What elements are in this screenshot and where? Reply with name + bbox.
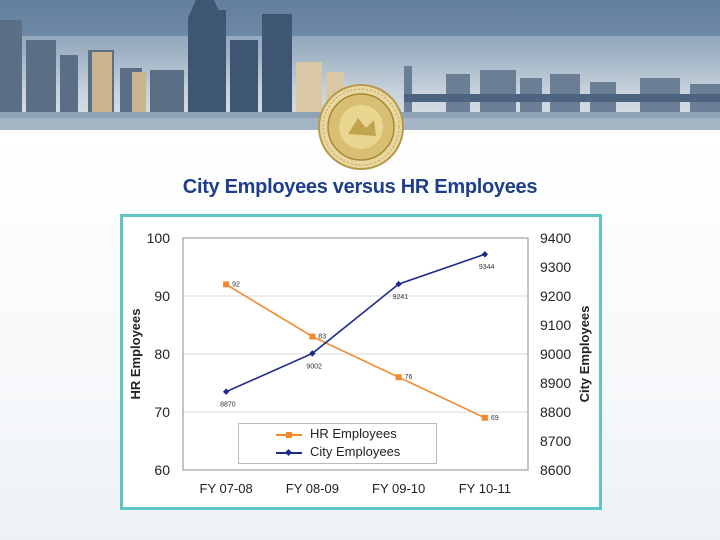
right-tick-label: 8600 <box>540 462 572 478</box>
x-tick-label: FY 08-09 <box>285 481 339 496</box>
left-tick-label: 80 <box>154 346 170 362</box>
city-data-label: 8870 <box>220 401 236 409</box>
hr-data-point <box>223 281 229 287</box>
right-tick-label: 8700 <box>540 433 572 449</box>
right-axis-ticks <box>540 230 571 478</box>
gridlines <box>183 296 528 412</box>
square-marker-icon <box>286 432 292 438</box>
hr-data-point <box>396 374 402 380</box>
city-data-point <box>482 251 488 257</box>
city-data-label: 9344 <box>478 264 495 272</box>
chart-legend <box>238 423 437 464</box>
series-line-hr <box>226 284 485 417</box>
series <box>220 251 499 422</box>
diamond-marker-icon <box>285 449 292 456</box>
right-tick-label: 9000 <box>540 346 572 362</box>
hr-data-point <box>309 334 315 340</box>
right-tick-label: 8900 <box>540 375 572 391</box>
right-tick-label: 8800 <box>540 404 572 420</box>
legend-label-hr: HR Employees <box>310 426 397 441</box>
left-axis-ticks <box>147 230 171 478</box>
hr-data-label: 83 <box>318 333 327 341</box>
hr-data-label: 76 <box>404 374 413 382</box>
hr-data-point <box>482 415 488 421</box>
x-tick-label: FY 09-10 <box>372 481 426 496</box>
left-tick-label: 100 <box>146 230 170 246</box>
x-tick-label: FY 07-08 <box>199 481 253 496</box>
hr-data-label: 69 <box>490 414 499 422</box>
left-axis-label: HR Employees <box>128 308 143 400</box>
right-tick-label: 9200 <box>540 288 572 304</box>
right-axis-label: City Employees <box>577 305 592 403</box>
x-tick-label: FY 10-11 <box>458 481 512 496</box>
city-data-label: 9241 <box>392 294 409 302</box>
right-tick-label: 9400 <box>540 230 572 246</box>
city-data-label: 9002 <box>306 363 322 371</box>
x-axis-ticks <box>200 481 512 496</box>
left-tick-label: 90 <box>154 288 170 304</box>
legend-label-city: City Employees <box>310 444 401 459</box>
right-tick-label: 9100 <box>540 317 572 333</box>
slide-title: City Employees versus HR Employees <box>182 176 538 198</box>
city-data-point <box>223 389 229 395</box>
left-tick-label: 70 <box>154 404 170 420</box>
series-line-city <box>226 254 485 391</box>
left-tick-label: 60 <box>154 462 170 478</box>
hr-data-label: 92 <box>232 281 240 289</box>
right-tick-label: 9300 <box>540 259 572 275</box>
